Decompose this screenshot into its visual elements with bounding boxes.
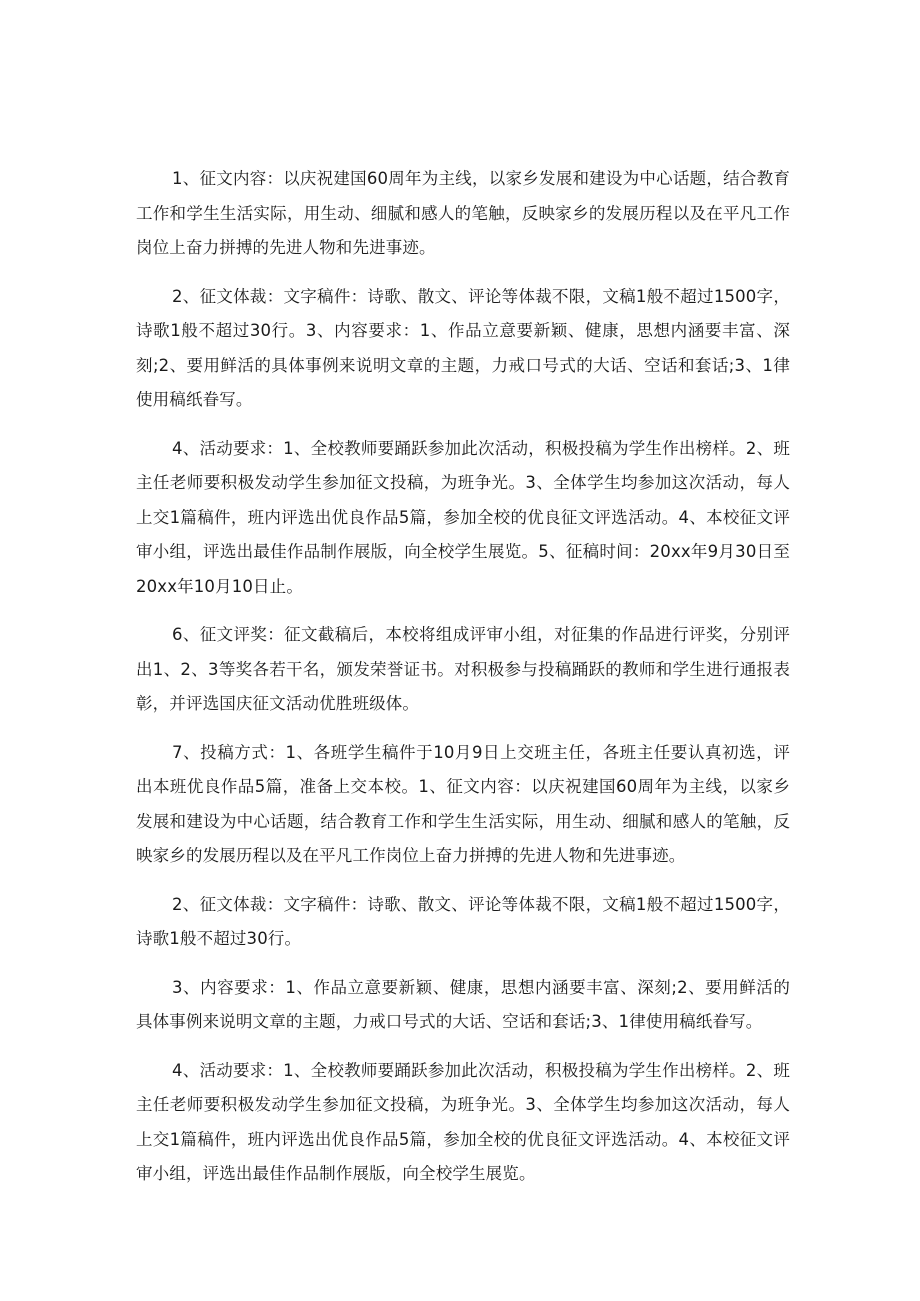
paragraph-genre-requirements: 2、征文体裁：文字稿件：诗歌、散文、评论等体裁不限，文稿1般不超过1500字，诗歌1般不超过30行。3、内容要求：1、作品立意要新颖、健康，思想内涵要丰富、深刻;2、要用鲜活的具体事例来说明文章的主题，力戒口号式的大话、空话和套话;3、1律使用稿纸眷写。: [136, 286, 790, 409]
paragraph-submission-method: 7、投稿方式：1、各班学生稿件于10月9日上交班主任，各班主任要认真初选，评出本班优良作品5篇，准备上交本校。1、征文内容：以庆祝建国60周年为主线，以家乡发展和建设为中心话题，结合教育工作和学生生活实际，用生动、细腻和感人的笔触，反映家乡的发展历程以及在平凡工作岗位上奋力拼搏的先进人物和先进事迹。: [136, 742, 790, 865]
paragraph-content-theme: 1、征文内容：以庆祝建国60周年为主线，以家乡发展和建设为中心话题，结合教育工作和学生生活实际，用生动、细腻和感人的笔触，反映家乡的发展历程以及在平凡工作岗位上奋力拼搏的先进人物和先进事迹。: [136, 169, 790, 257]
paragraph-content-requirements: 3、内容要求：1、作品立意要新颖、健康，思想内涵要丰富、深刻;2、要用鲜活的具体事例来说明文章的主题，力戒口号式的大话、空话和套话;3、1律使用稿纸眷写。: [136, 977, 790, 1031]
paragraph-activity-requirements: 4、活动要求：1、全校教师要踊跃参加此次活动，积极投稿为学生作出榜样。2、班主任老师要积极发动学生参加征文投稿，为班争光。3、全体学生均参加这次活动，每人上交1篇稿件，班内评选出优良作品5篇，参加全校的优良征文评选活动。4、本校征文评审小组，评选出最佳作品制作展版，向全校学生展览。5、征稿时间：20xx年9月30日至20xx年10月10日止。: [136, 438, 790, 596]
document-body: [136, 162, 790, 1206]
paragraph-awards: 6、征文评奖：征文截稿后，本校将组成评审小组，对征集的作品进行评奖，分别评出1、2、3等奖各若干名，颁发荣誉证书。对积极参与投稿踊跃的教师和学生进行通报表彰，并评选国庆征文活动优胜班级体。: [136, 625, 790, 713]
paragraph-activity-requirements-repeat: 4、活动要求：1、全校教师要踊跃参加此次活动，积极投稿为学生作出榜样。2、班主任老师要积极发动学生参加征文投稿，为班争光。3、全体学生均参加这次活动，每人上交1篇稿件，班内评选出优良作品5篇，参加全校的优良征文评选活动。4、本校征文评审小组，评选出最佳作品制作展版，向全校学生展览。: [136, 1060, 790, 1183]
paragraph-genre-repeat: 2、征文体裁：文字稿件：诗歌、散文、评论等体裁不限，文稿1般不超过1500字，诗歌1般不超过30行。: [136, 894, 790, 948]
